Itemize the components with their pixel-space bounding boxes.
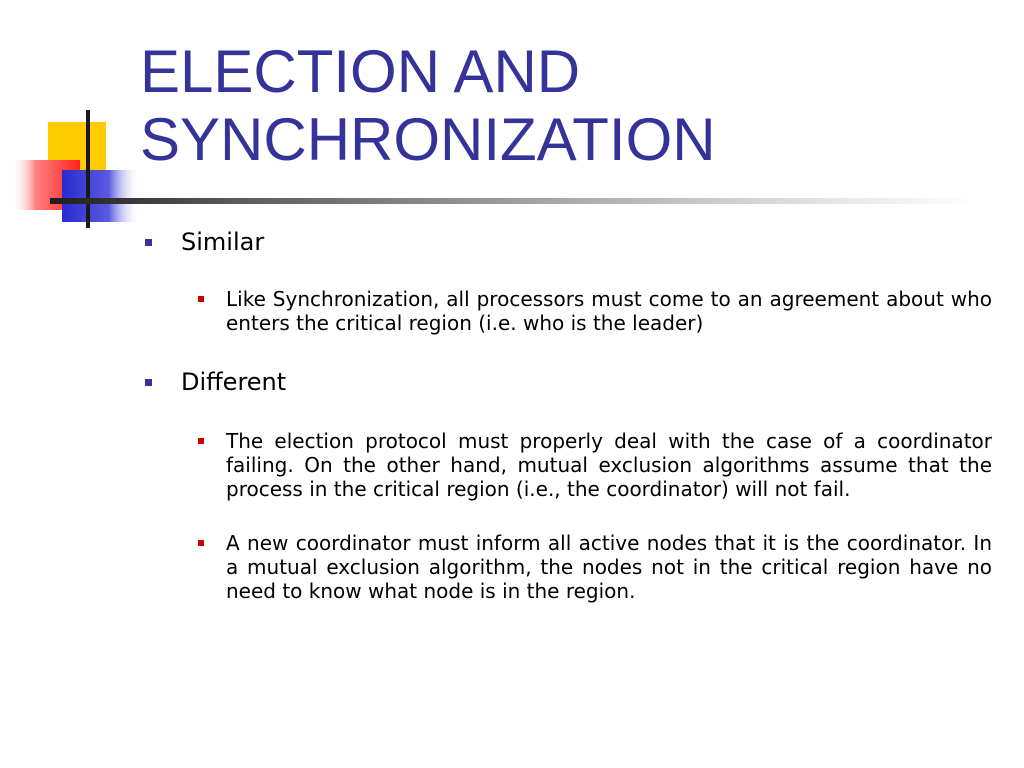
sub-bullet-synchronization-similarity: [226, 287, 992, 335]
blue-gradient-square: [62, 170, 140, 222]
sub-bullet-text: A new coordinator must inform all active nodes that it is the coordinator. In a mutual exclusion algorithm, the nodes not in the critical region have no need to know what node is in the region.: [226, 531, 992, 603]
slide-body: [140, 225, 1000, 603]
sub-bullet-text: Like Synchronization, all processors must come to an agreement about who enters the critical region (i.e. who is the leader): [226, 287, 992, 335]
sub-bullet-new-coordinator: [226, 531, 992, 603]
sub-bullet-text: The election protocol must properly deal with the case of a coordinator failing. On the other hand, mutual exclusion algorithms assume that the process in the critical region (i.e., the coordinator) will not fail.: [226, 429, 992, 501]
title-line-1: ELECTION AND: [140, 38, 581, 105]
square-bullet-icon: [145, 239, 152, 246]
black-vertical-line: [86, 110, 90, 228]
bullet-similar: [140, 225, 1000, 259]
title-line-2: SYNCHRONIZATION: [140, 106, 716, 173]
square-bullet-icon: [145, 379, 152, 386]
bullet-label: Different: [181, 368, 287, 396]
sub-bullet-election-protocol: [226, 429, 992, 501]
slide-title: [140, 38, 1000, 174]
bullet-different: [140, 365, 1000, 399]
decorative-corner-graphic: [0, 0, 140, 240]
title-divider: [50, 198, 974, 204]
square-sub-bullet-icon: [198, 296, 204, 302]
square-sub-bullet-icon: [198, 438, 204, 444]
bullet-label: Similar: [181, 228, 265, 256]
square-sub-bullet-icon: [198, 540, 204, 546]
